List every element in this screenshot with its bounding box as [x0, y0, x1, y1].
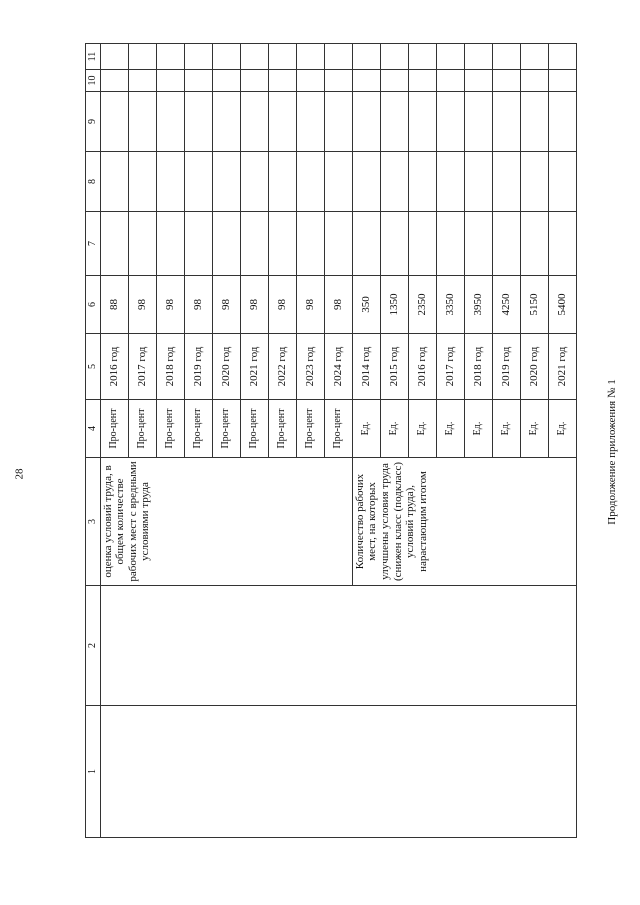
table-body — [86, 44, 577, 838]
empty-cell-col7 — [352, 212, 380, 276]
empty-cell-col10 — [128, 70, 156, 92]
empty-cell-col9 — [100, 92, 128, 152]
empty-cell-col9 — [184, 92, 212, 152]
year-cell: 2016 год — [408, 334, 436, 400]
empty-cell-col9 — [324, 92, 352, 152]
empty-cell-col10 — [324, 70, 352, 92]
empty-cell-col10 — [296, 70, 324, 92]
empty-cell-col8 — [464, 152, 492, 212]
empty-cell-col10 — [156, 70, 184, 92]
empty-cell-col8 — [128, 152, 156, 212]
empty-cell-col11 — [324, 44, 352, 70]
empty-cell-col9 — [492, 92, 520, 152]
indicator-cell — [352, 458, 576, 586]
column-number-5: 5 — [86, 334, 101, 400]
empty-cell-col7 — [436, 212, 464, 276]
empty-cell-col7 — [548, 212, 576, 276]
empty-cell-col7 — [268, 212, 296, 276]
value-cell: 98 — [240, 276, 268, 334]
unit-cell: Про-цент — [212, 400, 240, 458]
empty-cell-col8 — [296, 152, 324, 212]
unit-cell: Про-цент — [156, 400, 184, 458]
value-cell: 98 — [296, 276, 324, 334]
empty-cell-col7 — [240, 212, 268, 276]
table-row — [100, 44, 128, 838]
empty-cell-col2 — [100, 586, 577, 706]
indicator-cell — [100, 458, 352, 586]
empty-cell-col1 — [100, 706, 577, 838]
unit-cell: Про-цент — [128, 400, 156, 458]
column-number-2: 2 — [86, 586, 101, 706]
unit-cell: Про-цент — [296, 400, 324, 458]
empty-cell-col11 — [464, 44, 492, 70]
empty-cell-col9 — [212, 92, 240, 152]
empty-cell-col8 — [212, 152, 240, 212]
empty-cell-col7 — [156, 212, 184, 276]
empty-cell-col8 — [380, 152, 408, 212]
appendix-caption: Продолжение приложения № 1 — [606, 379, 618, 525]
empty-cell-col8 — [352, 152, 380, 212]
empty-cell-col10 — [520, 70, 548, 92]
empty-cell-col9 — [464, 92, 492, 152]
empty-cell-col8 — [156, 152, 184, 212]
value-cell: 5150 — [520, 276, 548, 334]
unit-cell: Про-цент — [184, 400, 212, 458]
column-number-9: 9 — [86, 92, 101, 152]
empty-cell-col11 — [156, 44, 184, 70]
empty-cell-col11 — [296, 44, 324, 70]
value-cell: 4250 — [492, 276, 520, 334]
empty-cell-col11 — [128, 44, 156, 70]
empty-cell-col11 — [352, 44, 380, 70]
empty-cell-col11 — [212, 44, 240, 70]
page-number: 28 — [13, 468, 26, 480]
empty-cell-col7 — [408, 212, 436, 276]
unit-cell: Ед. — [548, 400, 576, 458]
year-cell: 2018 год — [156, 334, 184, 400]
unit-cell: Про-цент — [240, 400, 268, 458]
empty-cell-col9 — [156, 92, 184, 152]
empty-cell-col7 — [184, 212, 212, 276]
empty-cell-col11 — [520, 44, 548, 70]
unit-cell: Ед. — [464, 400, 492, 458]
empty-cell-col11 — [492, 44, 520, 70]
column-number-10: 10 — [86, 70, 101, 92]
year-cell: 2024 год — [324, 334, 352, 400]
value-cell: 98 — [156, 276, 184, 334]
unit-cell: Про-цент — [100, 400, 128, 458]
empty-cell-col9 — [352, 92, 380, 152]
empty-cell-col9 — [520, 92, 548, 152]
empty-cell-col11 — [100, 44, 128, 70]
value-cell: 98 — [212, 276, 240, 334]
empty-cell-col7 — [212, 212, 240, 276]
empty-cell-col10 — [352, 70, 380, 92]
empty-cell-col8 — [548, 152, 576, 212]
year-cell: 2016 год — [100, 334, 128, 400]
year-cell: 2020 год — [212, 334, 240, 400]
empty-cell-col8 — [492, 152, 520, 212]
empty-cell-col11 — [184, 44, 212, 70]
empty-cell-col10 — [212, 70, 240, 92]
unit-cell: Ед. — [492, 400, 520, 458]
empty-cell-col10 — [100, 70, 128, 92]
unit-cell: Ед. — [436, 400, 464, 458]
empty-cell-col9 — [128, 92, 156, 152]
column-number-4: 4 — [86, 400, 101, 458]
empty-cell-col10 — [464, 70, 492, 92]
column-number-1: 1 — [86, 706, 101, 838]
empty-cell-col7 — [464, 212, 492, 276]
year-cell: 2022 год — [268, 334, 296, 400]
column-number-8: 8 — [86, 152, 101, 212]
year-cell: 2021 год — [240, 334, 268, 400]
empty-cell-col7 — [128, 212, 156, 276]
column-number-row — [86, 44, 101, 838]
empty-cell-col10 — [240, 70, 268, 92]
empty-cell-col9 — [380, 92, 408, 152]
value-cell: 1350 — [380, 276, 408, 334]
column-number-3: 3 — [86, 458, 101, 586]
empty-cell-col8 — [520, 152, 548, 212]
empty-cell-col8 — [324, 152, 352, 212]
empty-cell-col7 — [324, 212, 352, 276]
year-cell: 2019 год — [492, 334, 520, 400]
year-cell: 2017 год — [436, 334, 464, 400]
year-cell: 2018 год — [464, 334, 492, 400]
year-cell: 2023 год — [296, 334, 324, 400]
indicator-text: Количество рабочих мест, на которых улучшены условия труда (снижен класс (подкласс) условий труда), нарастающим итогом — [353, 462, 429, 581]
indicator-text: оценка условий труда, в общем количестве рабочих мест с вредными условиями труда — [101, 461, 152, 582]
unit-cell: Ед. — [408, 400, 436, 458]
empty-cell-col7 — [296, 212, 324, 276]
year-cell: 2014 год — [352, 334, 380, 400]
empty-cell-col8 — [100, 152, 128, 212]
empty-cell-col8 — [240, 152, 268, 212]
empty-cell-col10 — [436, 70, 464, 92]
year-cell: 2015 год — [380, 334, 408, 400]
value-cell: 98 — [324, 276, 352, 334]
empty-cell-col8 — [268, 152, 296, 212]
empty-cell-col11 — [548, 44, 576, 70]
empty-cell-col9 — [296, 92, 324, 152]
year-cell: 2017 год — [128, 334, 156, 400]
empty-cell-col10 — [408, 70, 436, 92]
empty-cell-col9 — [408, 92, 436, 152]
empty-cell-col7 — [100, 212, 128, 276]
unit-cell: Ед. — [520, 400, 548, 458]
empty-cell-col9 — [436, 92, 464, 152]
year-cell: 2021 год — [548, 334, 576, 400]
empty-cell-col11 — [240, 44, 268, 70]
unit-cell: Ед. — [352, 400, 380, 458]
year-cell: 2019 год — [184, 334, 212, 400]
empty-cell-col10 — [548, 70, 576, 92]
empty-cell-col9 — [548, 92, 576, 152]
empty-cell-col11 — [268, 44, 296, 70]
empty-cell-col8 — [436, 152, 464, 212]
empty-cell-col8 — [408, 152, 436, 212]
column-number-6: 6 — [86, 276, 101, 334]
empty-cell-col10 — [268, 70, 296, 92]
empty-cell-col9 — [268, 92, 296, 152]
value-cell: 88 — [100, 276, 128, 334]
empty-cell-col10 — [184, 70, 212, 92]
empty-cell-col11 — [408, 44, 436, 70]
empty-cell-col7 — [520, 212, 548, 276]
empty-cell-col10 — [380, 70, 408, 92]
column-number-7: 7 — [86, 212, 101, 276]
unit-cell: Ед. — [380, 400, 408, 458]
value-cell: 350 — [352, 276, 380, 334]
empty-cell-col11 — [380, 44, 408, 70]
empty-cell-col11 — [436, 44, 464, 70]
empty-cell-col8 — [184, 152, 212, 212]
value-cell: 98 — [128, 276, 156, 334]
table-frame — [85, 51, 577, 838]
empty-cell-col7 — [492, 212, 520, 276]
empty-cell-col7 — [380, 212, 408, 276]
empty-cell-col9 — [240, 92, 268, 152]
column-number-11: 11 — [86, 44, 101, 70]
unit-cell: Про-цент — [268, 400, 296, 458]
value-cell: 98 — [268, 276, 296, 334]
empty-cell-col10 — [492, 70, 520, 92]
value-cell: 98 — [184, 276, 212, 334]
value-cell: 2350 — [408, 276, 436, 334]
value-cell: 3350 — [436, 276, 464, 334]
value-cell: 5400 — [548, 276, 576, 334]
unit-cell: Про-цент — [324, 400, 352, 458]
year-cell: 2020 год — [520, 334, 548, 400]
value-cell: 3950 — [464, 276, 492, 334]
indicator-table — [85, 43, 577, 838]
